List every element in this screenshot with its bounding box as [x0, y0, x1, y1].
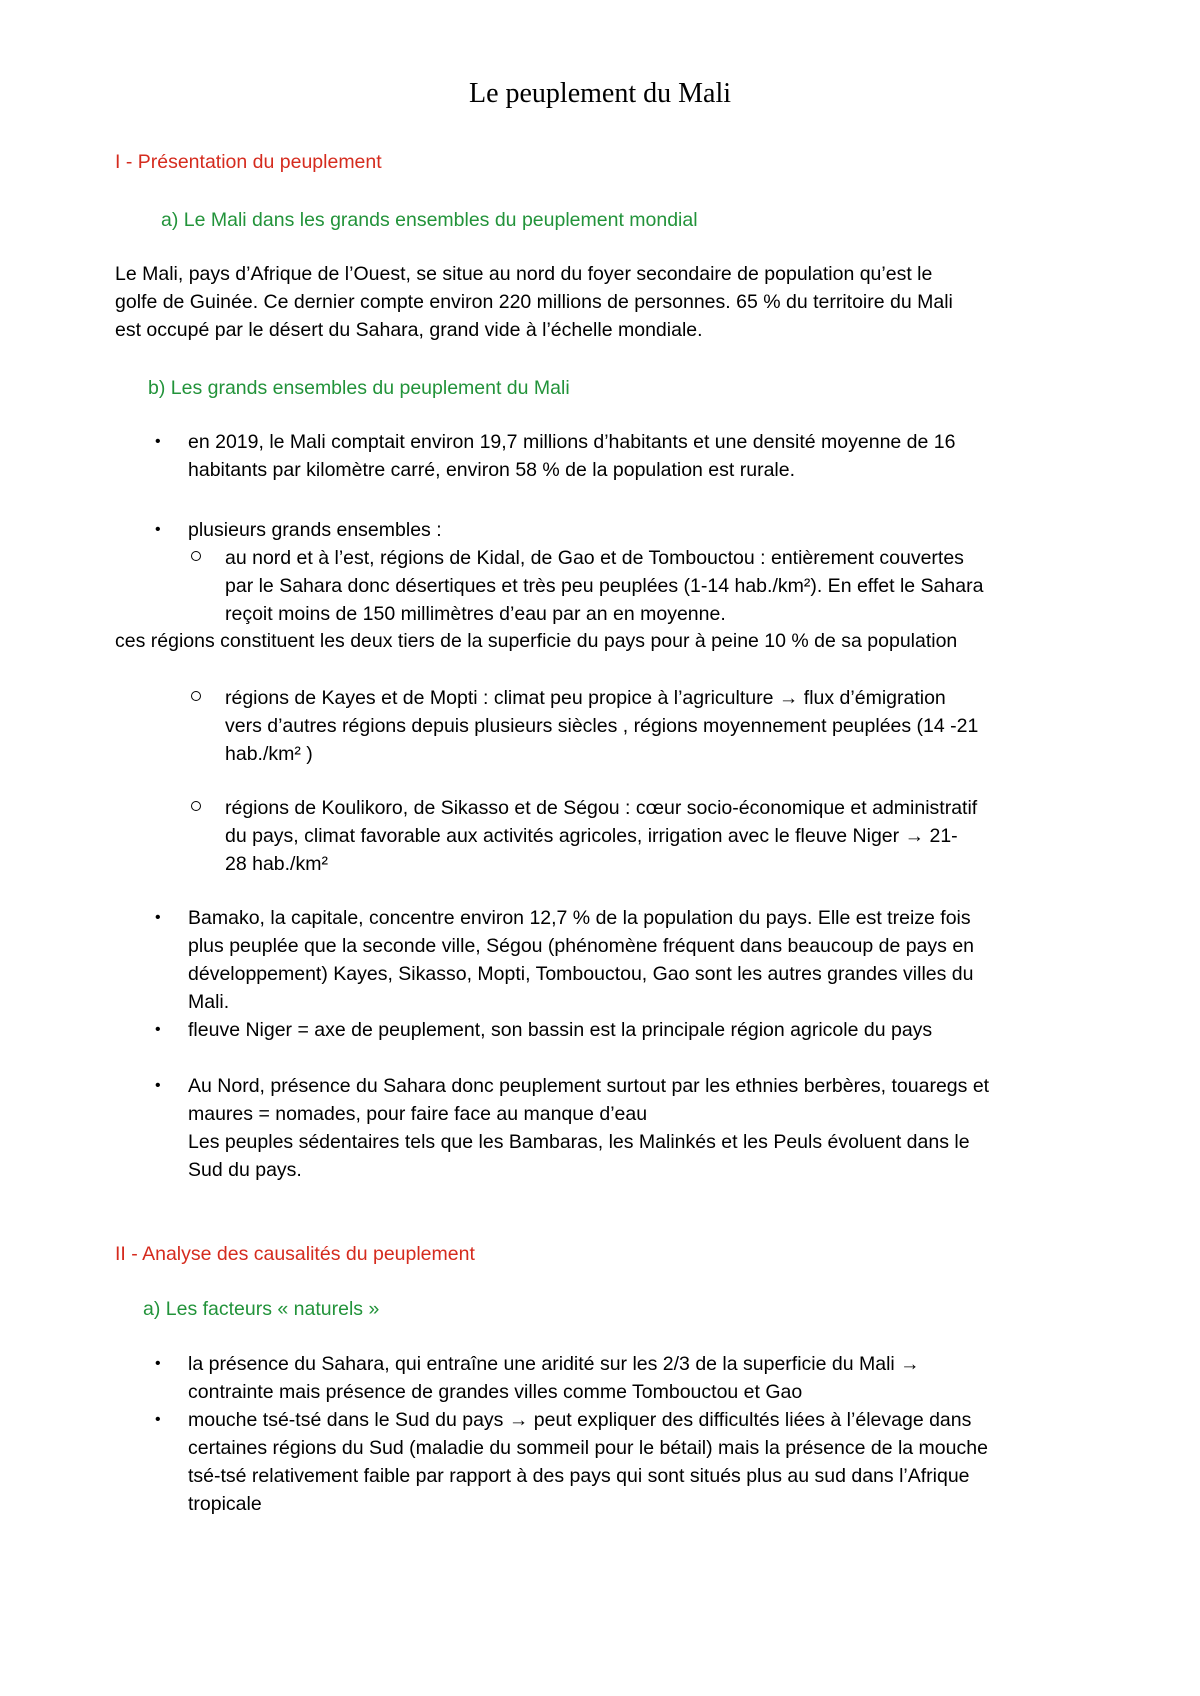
bullet-text: maures = nomades, pour faire face au manque d’eau	[188, 1103, 648, 1125]
bullet-text: Sud du pays.	[188, 1159, 302, 1181]
sub-bullet-text: régions de Koulikoro, de Sikasso et de Ségou : cœur socio-économique et administratif	[225, 797, 978, 819]
sub-bullet-text: par le Sahara donc désertiques et très peu peuplées (1-14 hab./km²). En effet le Sahara	[225, 575, 984, 597]
intro-line: est occupé par le désert du Sahara, grand vide à l’échelle mondiale.	[115, 319, 703, 341]
circle-bullet-icon	[191, 801, 201, 811]
bullet-text: Mali.	[188, 991, 230, 1013]
bullet-text: Bamako, la capitale, concentre environ 12,7 % de la population du pays. Elle est treize fois	[188, 907, 971, 929]
bullet-text: fleuve Niger = axe de peuplement, son bassin est la principale région agricole du pays	[188, 1019, 933, 1041]
sub-bullet-text: régions de Kayes et de Mopti : climat peu propice à l’agriculture → flux d’émigration	[225, 687, 946, 709]
bullet-text: en 2019, le Mali comptait environ 19,7 millions d’habitants et une densité moyenne de 16	[188, 431, 956, 453]
note-text: ces régions constituent les deux tiers de la superficie du pays pour à peine 10 % de sa population	[115, 630, 958, 652]
sub-bullet-text: reçoit moins de 150 millimètres d’eau par an en moyenne.	[225, 603, 726, 625]
sub-bullet-text: 28 hab./km²	[225, 853, 328, 875]
bullet-text: certaines régions du Sud (maladie du sommeil pour le bétail) mais la présence de la mouche	[188, 1437, 988, 1459]
bullet-dot-icon: •	[155, 1077, 161, 1094]
subheading-1b: b) Les grands ensembles du peuplement du Mali	[148, 377, 570, 399]
bullet-dot-icon: •	[155, 1355, 161, 1372]
bullet-dot-icon: •	[155, 433, 161, 450]
bullet-text: plus peuplée que la seconde ville, Ségou (phénomène fréquent dans beaucoup de pays en	[188, 935, 975, 957]
section-heading-2: II - Analyse des causalités du peuplement	[115, 1243, 475, 1265]
intro-line: golfe de Guinée. Ce dernier compte environ 220 millions de personnes. 65 % du territoire du Mali	[115, 291, 953, 313]
sub-bullet-text: vers d’autres régions depuis plusieurs siècles , régions moyennement peuplées (14 -21	[225, 715, 979, 737]
circle-bullet-icon	[191, 691, 201, 701]
page-title: Le peuplement du Mali	[468, 78, 732, 109]
circle-bullet-icon	[191, 551, 201, 561]
bullet-text: tsé-tsé relativement faible par rapport à des pays qui sont situés plus au sud dans l’Afrique	[188, 1465, 970, 1487]
bullet-text: mouche tsé-tsé dans le Sud du pays → peut expliquer des difficultés liées à l’élevage dans	[188, 1409, 972, 1431]
sub-bullet-text: hab./km² )	[225, 743, 313, 765]
bullet-dot-icon: •	[155, 1411, 161, 1428]
bullet-text: la présence du Sahara, qui entraîne une aridité sur les 2/3 de la superficie du Mali →	[188, 1353, 920, 1375]
bullet-text: plusieurs grands ensembles :	[188, 519, 442, 541]
subheading-2a: a) Les facteurs « naturels »	[143, 1298, 380, 1320]
bullet-dot-icon: •	[155, 521, 161, 538]
bullet-text: contrainte mais présence de grandes villes comme Tombouctou et Gao	[188, 1381, 803, 1403]
bullet-text: Au Nord, présence du Sahara donc peuplement surtout par les ethnies berbères, touaregs et	[188, 1075, 990, 1097]
subheading-1a: a) Le Mali dans les grands ensembles du peuplement mondial	[161, 209, 698, 231]
bullet-dot-icon: •	[155, 1021, 161, 1038]
sub-bullet-text: du pays, climat favorable aux activités agricoles, irrigation avec le fleuve Niger → 21-	[225, 825, 958, 847]
sub-bullet-text: au nord et à l’est, régions de Kidal, de Gao et de Tombouctou : entièrement couvertes	[225, 547, 964, 569]
bullet-text: Les peuples sédentaires tels que les Bambaras, les Malinkés et les Peuls évoluent dans le	[188, 1131, 970, 1153]
intro-line: Le Mali, pays d’Afrique de l’Ouest, se situe au nord du foyer secondaire de population qu’est le	[115, 263, 933, 285]
section-heading-1: I - Présentation du peuplement	[115, 151, 382, 173]
bullet-dot-icon: •	[155, 909, 161, 926]
bullet-text: habitants par kilomètre carré, environ 58 % de la population est rurale.	[188, 459, 796, 481]
bullet-text: développement) Kayes, Sikasso, Mopti, Tombouctou, Gao sont les autres grandes villes du	[188, 963, 974, 985]
bullet-text: tropicale	[188, 1493, 262, 1515]
